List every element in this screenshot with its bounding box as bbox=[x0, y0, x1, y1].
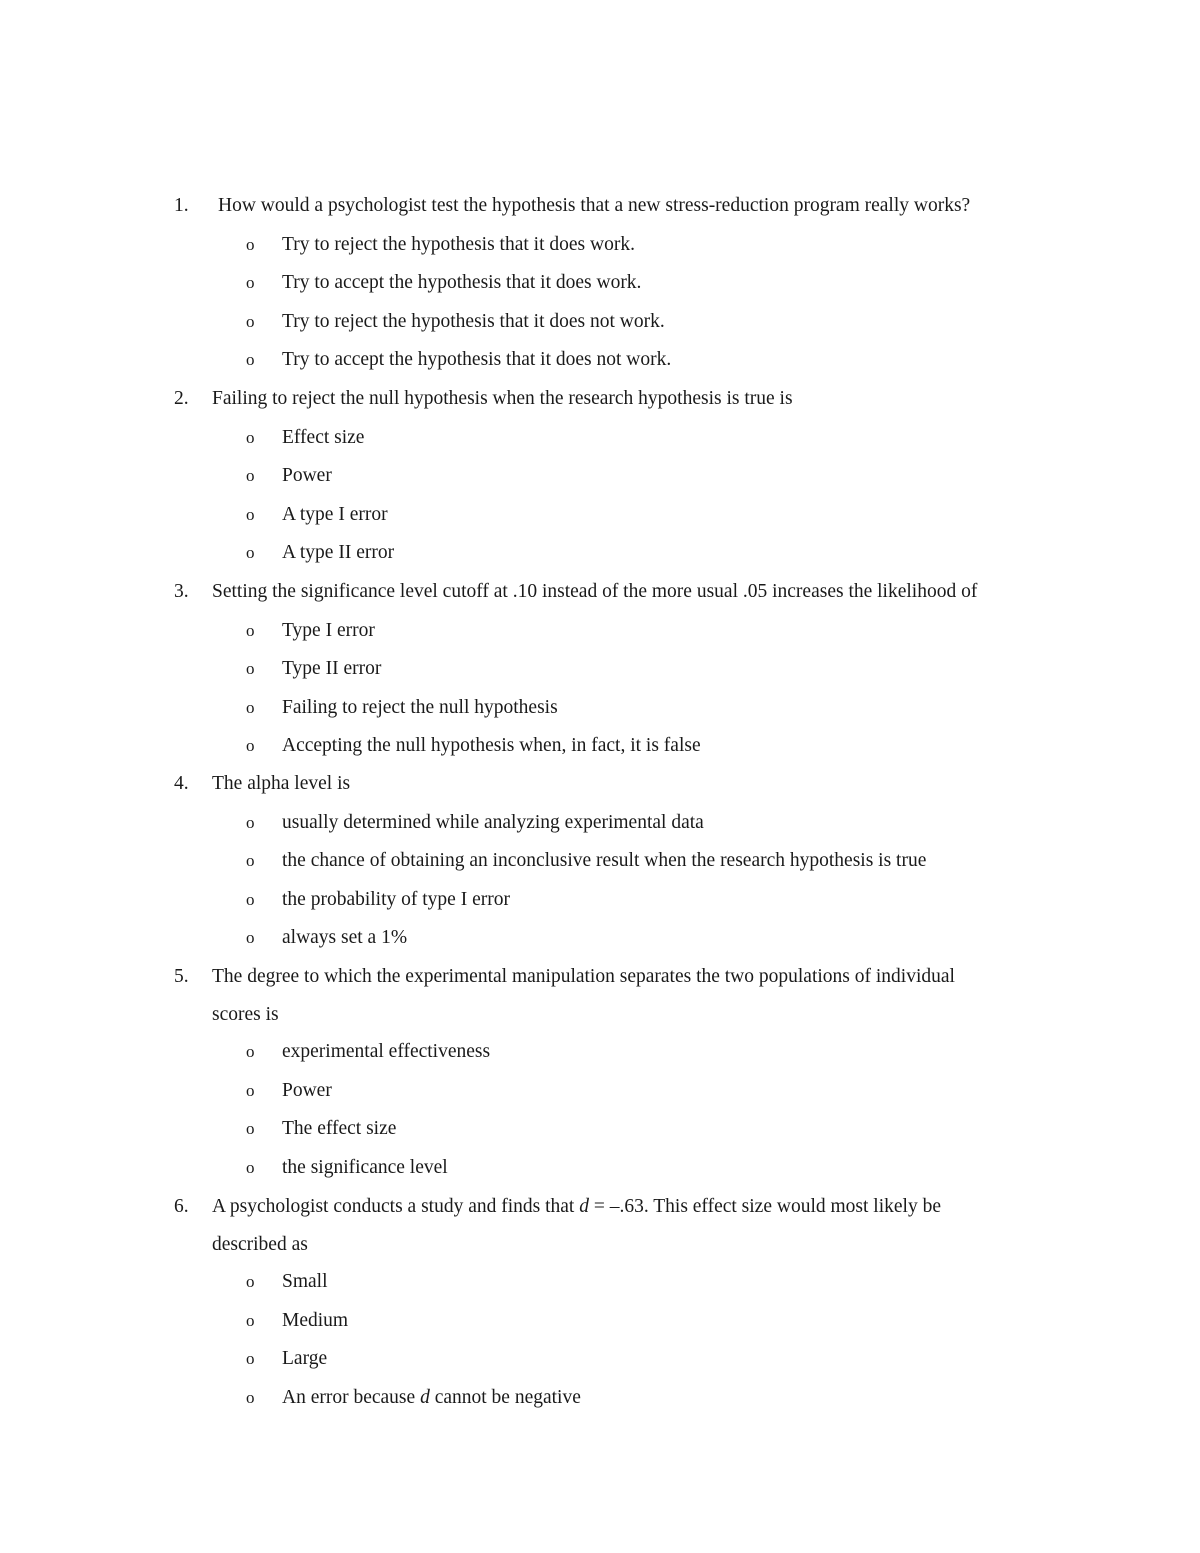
bullet-marker: o bbox=[246, 889, 255, 909]
answer-option bbox=[0, 419, 1200, 458]
answer-option bbox=[0, 341, 1200, 380]
answer-option bbox=[0, 1033, 1200, 1072]
option-text: Large bbox=[282, 1348, 328, 1370]
option-text-part: cannot be negative bbox=[429, 1386, 581, 1408]
option-text: Accepting the null hypothesis when, in fact, it is false bbox=[282, 735, 701, 757]
answer-option bbox=[0, 842, 1200, 881]
question-text: The degree to which the experimental manipulation separates the two populations of individual bbox=[212, 966, 955, 987]
option-text: Effect size bbox=[282, 426, 365, 448]
question-6 bbox=[0, 1188, 1200, 1417]
math-variable: d bbox=[579, 1196, 589, 1217]
option-text-part: An error because bbox=[282, 1386, 421, 1408]
question-1 bbox=[0, 187, 1200, 380]
answer-option bbox=[0, 1072, 1200, 1111]
question-text-continued: scores is bbox=[212, 1003, 279, 1025]
question-number: 4. bbox=[174, 773, 189, 794]
bullet-marker: o bbox=[246, 1349, 255, 1369]
bullet-marker: o bbox=[246, 466, 255, 486]
math-variable: d bbox=[420, 1386, 430, 1408]
answer-option bbox=[0, 919, 1200, 958]
answer-option bbox=[0, 650, 1200, 689]
option-text: always set a 1% bbox=[282, 927, 408, 949]
answer-option bbox=[0, 264, 1200, 303]
answer-option bbox=[0, 457, 1200, 496]
question-text: Setting the significance level cutoff at .10 instead of the more usual .05 increases the likelihood of bbox=[212, 581, 978, 602]
question-number: 6. bbox=[174, 1196, 189, 1217]
bullet-marker: o bbox=[246, 659, 255, 679]
question-text-continued: described as bbox=[212, 1233, 308, 1255]
option-text bbox=[282, 1379, 581, 1418]
answer-option bbox=[0, 804, 1200, 843]
option-text: Try to accept the hypothesis that it does work. bbox=[282, 272, 642, 294]
question-number: 2. bbox=[174, 388, 189, 409]
option-text: Try to reject the hypothesis that it does work. bbox=[282, 233, 635, 255]
answer-option bbox=[0, 496, 1200, 535]
option-text: Type II error bbox=[282, 658, 382, 680]
bullet-marker: o bbox=[246, 543, 255, 563]
option-text: the significance level bbox=[282, 1156, 448, 1178]
answer-option bbox=[0, 881, 1200, 920]
bullet-marker: o bbox=[246, 928, 255, 948]
bullet-marker: o bbox=[246, 1041, 255, 1061]
answer-option bbox=[0, 689, 1200, 728]
option-text: Small bbox=[282, 1270, 328, 1292]
bullet-marker: o bbox=[246, 1080, 255, 1100]
question-stem-continuation bbox=[0, 997, 1200, 1033]
option-text: Try to reject the hypothesis that it does not work. bbox=[282, 310, 665, 332]
question-5 bbox=[0, 958, 1200, 1187]
option-text: A type II error bbox=[282, 542, 395, 564]
option-text: the chance of obtaining an inconclusive result when the research hypothesis is true bbox=[282, 850, 927, 872]
question-stem bbox=[0, 958, 1200, 997]
bullet-marker: o bbox=[246, 273, 255, 293]
option-text: the probability of type I error bbox=[282, 888, 510, 910]
option-text: Medium bbox=[282, 1309, 349, 1331]
question-text: The alpha level is bbox=[212, 773, 351, 794]
question-number: 3. bbox=[174, 581, 189, 602]
bullet-marker: o bbox=[246, 427, 255, 447]
question-number: 5. bbox=[174, 966, 189, 987]
question-text-part: A psychologist conducts a study and finds that bbox=[212, 1196, 580, 1217]
answer-option bbox=[0, 1110, 1200, 1149]
question-text: How would a psychologist test the hypothesis that a new stress-reduction program really works? bbox=[218, 195, 971, 216]
answer-option bbox=[0, 1340, 1200, 1379]
bullet-marker: o bbox=[246, 350, 255, 370]
answer-option bbox=[0, 1302, 1200, 1341]
question-2 bbox=[0, 380, 1200, 573]
option-text: Power bbox=[282, 465, 332, 487]
option-text: Try to accept the hypothesis that it does not work. bbox=[282, 349, 672, 371]
answer-option bbox=[0, 226, 1200, 265]
answer-option bbox=[0, 1263, 1200, 1302]
question-stem bbox=[0, 1188, 1200, 1227]
bullet-marker: o bbox=[246, 1310, 255, 1330]
bullet-marker: o bbox=[246, 234, 255, 254]
question-text: Failing to reject the null hypothesis when the research hypothesis is true is bbox=[212, 388, 793, 409]
option-text: Type I error bbox=[282, 619, 375, 641]
question-stem bbox=[0, 573, 1200, 612]
option-text: A type I error bbox=[282, 503, 388, 525]
question-stem-continuation bbox=[0, 1227, 1200, 1263]
option-text: Failing to reject the null hypothesis bbox=[282, 696, 558, 718]
question-text bbox=[212, 1188, 941, 1227]
answer-option bbox=[0, 534, 1200, 573]
bullet-marker: o bbox=[246, 1157, 255, 1177]
bullet-marker: o bbox=[246, 851, 255, 871]
question-4 bbox=[0, 765, 1200, 958]
question-text-part: = –.63. This effect size would most likely be bbox=[588, 1196, 941, 1217]
answer-option bbox=[0, 303, 1200, 342]
answer-option bbox=[0, 727, 1200, 766]
question-stem bbox=[0, 380, 1200, 419]
bullet-marker: o bbox=[246, 812, 255, 832]
question-stem bbox=[0, 765, 1200, 804]
question-stem bbox=[0, 187, 1200, 226]
question-3 bbox=[0, 573, 1200, 766]
question-number: 1. bbox=[174, 195, 189, 216]
option-text: Power bbox=[282, 1079, 332, 1101]
option-text: experimental effectiveness bbox=[282, 1040, 491, 1062]
option-text: The effect size bbox=[282, 1118, 397, 1140]
option-text: usually determined while analyzing experimental data bbox=[282, 811, 704, 833]
bullet-marker: o bbox=[246, 504, 255, 524]
answer-option bbox=[0, 1149, 1200, 1188]
answer-option bbox=[0, 612, 1200, 651]
bullet-marker: o bbox=[246, 697, 255, 717]
answer-option bbox=[0, 1379, 1200, 1418]
bullet-marker: o bbox=[246, 311, 255, 331]
bullet-marker: o bbox=[246, 736, 255, 756]
bullet-marker: o bbox=[246, 1271, 255, 1291]
bullet-marker: o bbox=[246, 1387, 255, 1407]
bullet-marker: o bbox=[246, 620, 255, 640]
bullet-marker: o bbox=[246, 1119, 255, 1139]
